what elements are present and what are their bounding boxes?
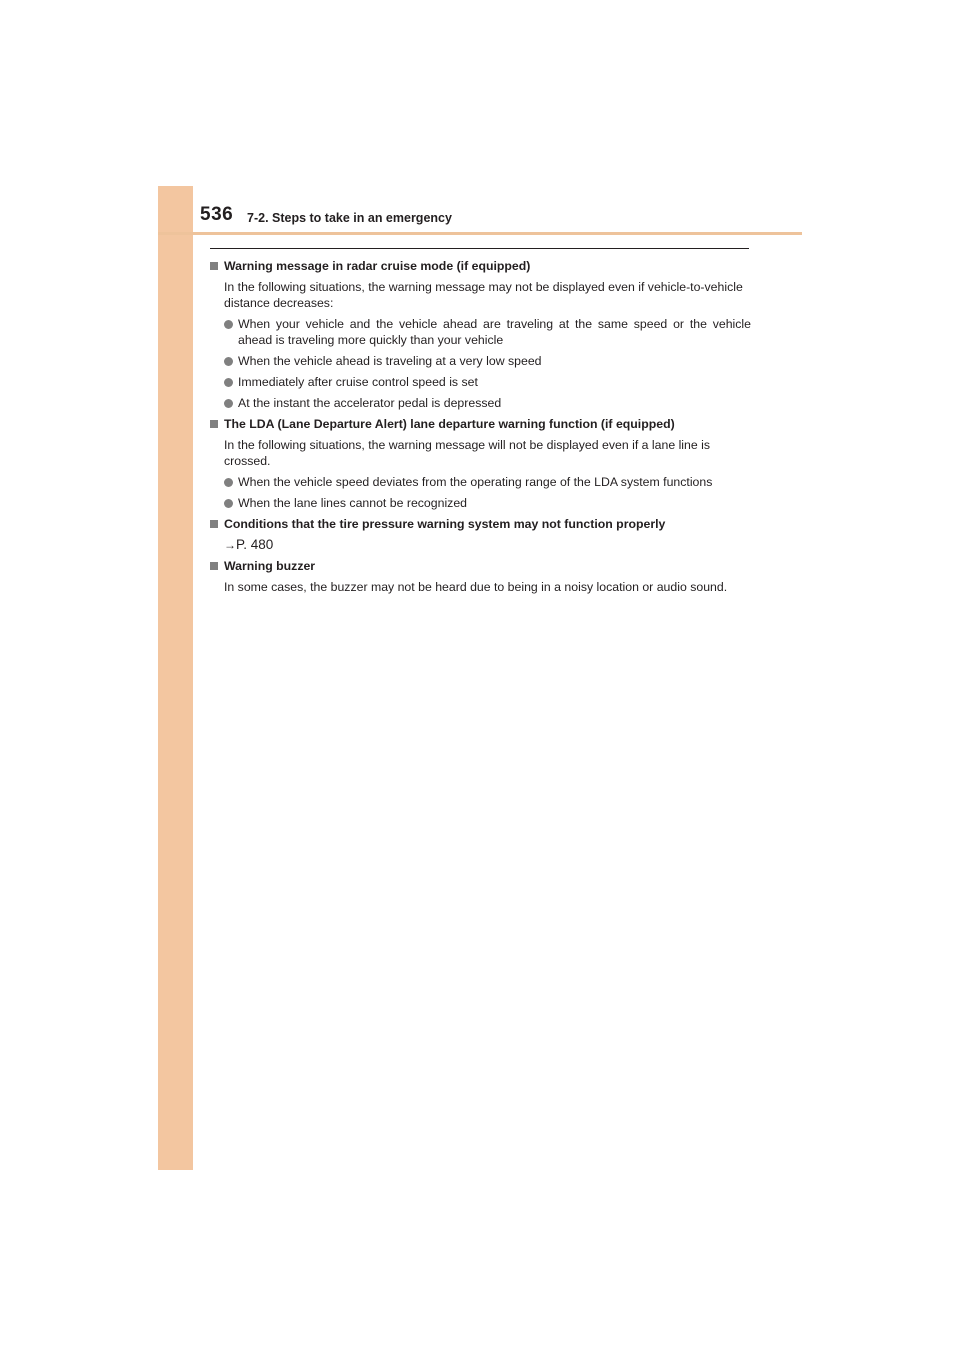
round-bullet-icon — [224, 499, 233, 508]
list-item: At the instant the accelerator pedal is depressed — [210, 395, 751, 411]
round-bullet-icon — [224, 357, 233, 366]
list-item: When the lane lines cannot be recognized — [210, 495, 751, 511]
section-heading: Warning message in radar cruise mode (if equipped) — [210, 258, 751, 274]
section-heading: The LDA (Lane Departure Alert) lane departure warning function (if equipped) — [210, 416, 751, 432]
list-item: When the vehicle ahead is traveling at a very low speed — [210, 353, 751, 369]
page-reference-text[interactable]: P. 480 — [236, 537, 274, 552]
section-radar-cruise-warning — [210, 258, 751, 411]
round-bullet-icon — [224, 378, 233, 387]
section-intro: In some cases, the buzzer may not be heard due to being in a noisy location or audio sound. — [224, 580, 728, 594]
list-item: When your vehicle and the vehicle ahead are traveling at the same speed or the vehicle ahead is traveling more quickly than your vehicle — [210, 316, 751, 348]
arrow-right-icon: → — [224, 538, 236, 552]
section-divider — [210, 248, 749, 249]
round-bullet-icon — [224, 320, 233, 329]
square-bullet-icon — [210, 562, 218, 570]
section-intro: In the following situations, the warning message will not be displayed even if a lane line is crossed. — [224, 438, 711, 468]
page-reference[interactable] — [210, 537, 751, 553]
square-bullet-icon — [210, 262, 218, 270]
section-lda-warning — [210, 416, 751, 511]
list-item: Immediately after cruise control speed is set — [210, 374, 751, 390]
section-intro: In the following situations, the warning message may not be displayed even if vehicle-to-vehicle distance decreases: — [224, 280, 743, 310]
square-bullet-icon — [210, 520, 218, 528]
list-item: When the vehicle speed deviates from the operating range of the LDA system functions — [210, 474, 751, 490]
page-number: 536 — [200, 204, 234, 225]
chapter-title: 7-2. Steps to take in an emergency — [247, 211, 452, 225]
section-warning-buzzer — [210, 558, 751, 595]
section-heading: Warning buzzer — [210, 558, 751, 574]
side-tab — [158, 186, 193, 1170]
round-bullet-icon — [224, 399, 233, 408]
section-heading: Conditions that the tire pressure warning system may not function properly — [210, 516, 751, 532]
page-content — [210, 258, 751, 600]
section-tire-pressure — [210, 516, 751, 553]
header-bar — [158, 232, 802, 235]
square-bullet-icon — [210, 420, 218, 428]
round-bullet-icon — [224, 478, 233, 487]
